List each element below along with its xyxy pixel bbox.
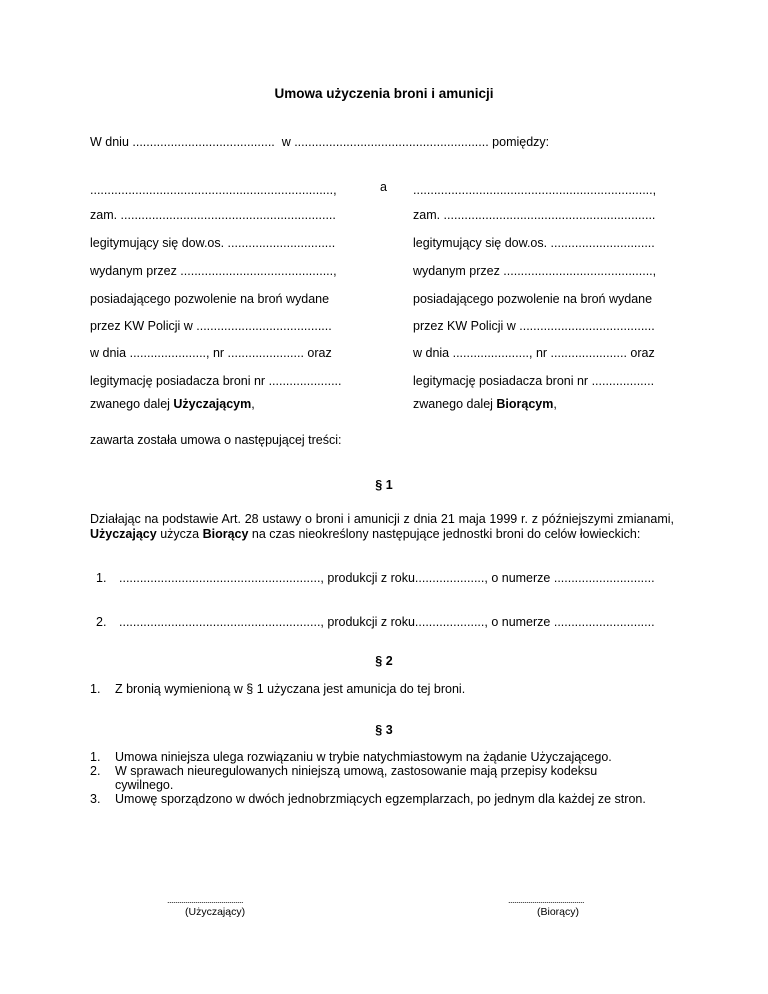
- lender-signature-label: (Użyczający): [185, 906, 246, 918]
- right-party-role: zwanego dalej Biorącym,: [413, 397, 557, 411]
- left-party-issued-by: wydanym przez ............................................,: [90, 264, 337, 278]
- section-3-item-2-continuation: cywilnego.: [115, 778, 174, 792]
- left-party-name: ......................................................................,: [90, 183, 337, 197]
- section-1-paragraph: Działając na podstawie Art. 28 ustawy o broni i amunicji z dnia 21 maja 1999 r. z późniejszymi zmianami, Użyczający użycza Biorący na czas nieokreślony następujące jednostki broni do celów łowieckich:: [90, 512, 674, 541]
- right-party-police: przez KW Policji w .......................................: [413, 319, 655, 333]
- section-1-item-1-number: 1.: [96, 571, 107, 585]
- right-party-role-name: Biorącym: [496, 397, 554, 411]
- left-party-address: zam. ..............................................................: [90, 208, 336, 222]
- section-1-item-2-text: .........................................................., produkcji z roku...................., o numerze .............................: [119, 615, 655, 629]
- left-party-role-name: Użyczającym: [173, 397, 252, 411]
- borrower-signature-label: (Biorący): [537, 906, 580, 918]
- borrower-signature-line: ......................................: [508, 895, 585, 905]
- left-party-police: przez KW Policji w .......................................: [90, 319, 332, 333]
- right-party-address: zam. .............................................................: [413, 208, 656, 222]
- document-title: Umowa użyczenia broni i amunicji: [274, 86, 494, 101]
- party-separator: a: [380, 180, 387, 194]
- lender-signature-line: ......................................: [167, 895, 244, 905]
- section-2-item-1-text: Z bronią wymienioną w § 1 użyczana jest amunicja do tej broni.: [115, 682, 466, 696]
- contract-intro: zawarta została umowa o następującej treści:: [90, 433, 342, 447]
- intro-line: W dniu ......................................... w ........................................................ pomiędzy:: [90, 135, 550, 149]
- left-party-id: legitymujący się dow.os. ...............................: [90, 236, 336, 250]
- section-3-item-2-text: W sprawach nieuregulowanych niniejszą umową, zastosowanie mają przepisy kodeksu: [115, 764, 598, 778]
- right-party-issued-by: wydanym przez ...........................................,: [413, 264, 657, 278]
- section-1-item-1-text: .........................................................., produkcji z roku...................., o numerze .............................: [119, 571, 655, 585]
- left-party-permit: posiadającego pozwolenie na broń wydane: [90, 292, 330, 306]
- right-party-permit: posiadającego pozwolenie na broń wydane: [413, 292, 653, 306]
- section-2-item-1-number: 1.: [90, 682, 101, 696]
- section-1-heading: § 1: [375, 478, 393, 492]
- right-party-id: legitymujący się dow.os. ..............................: [413, 236, 655, 250]
- right-party-license: legitymację posiadacza broni nr ..................: [413, 374, 655, 388]
- section-3-item-3-number: 3.: [90, 792, 101, 806]
- left-party-license: legitymację posiadacza broni nr .....................: [90, 374, 342, 388]
- section-1-item-2-number: 2.: [96, 615, 107, 629]
- left-party-date-nr: w dnia ......................, nr ...................... oraz: [90, 346, 332, 360]
- section-3-item-1-number: 1.: [90, 750, 101, 764]
- section-3-heading: § 3: [375, 723, 393, 737]
- lender-term: Użyczający: [90, 527, 157, 541]
- borrower-term: Biorący: [202, 527, 249, 541]
- left-party-role: zwanego dalej Użyczającym,: [90, 397, 255, 411]
- section-3-item-3-text: Umowę sporządzono w dwóch jednobrzmiących egzemplarzach, po jednym dla każdej ze stron.: [115, 792, 646, 806]
- section-2-heading: § 2: [375, 654, 393, 668]
- section-3-item-2-number: 2.: [90, 764, 101, 778]
- right-party-name: .....................................................................,: [413, 183, 657, 197]
- right-party-date-nr: w dnia ......................, nr ...................... oraz: [413, 346, 655, 360]
- section-3-item-1-text: Umowa niniejsza ulega rozwiązaniu w trybie natychmiastowym na żądanie Użyczającego.: [115, 750, 612, 764]
